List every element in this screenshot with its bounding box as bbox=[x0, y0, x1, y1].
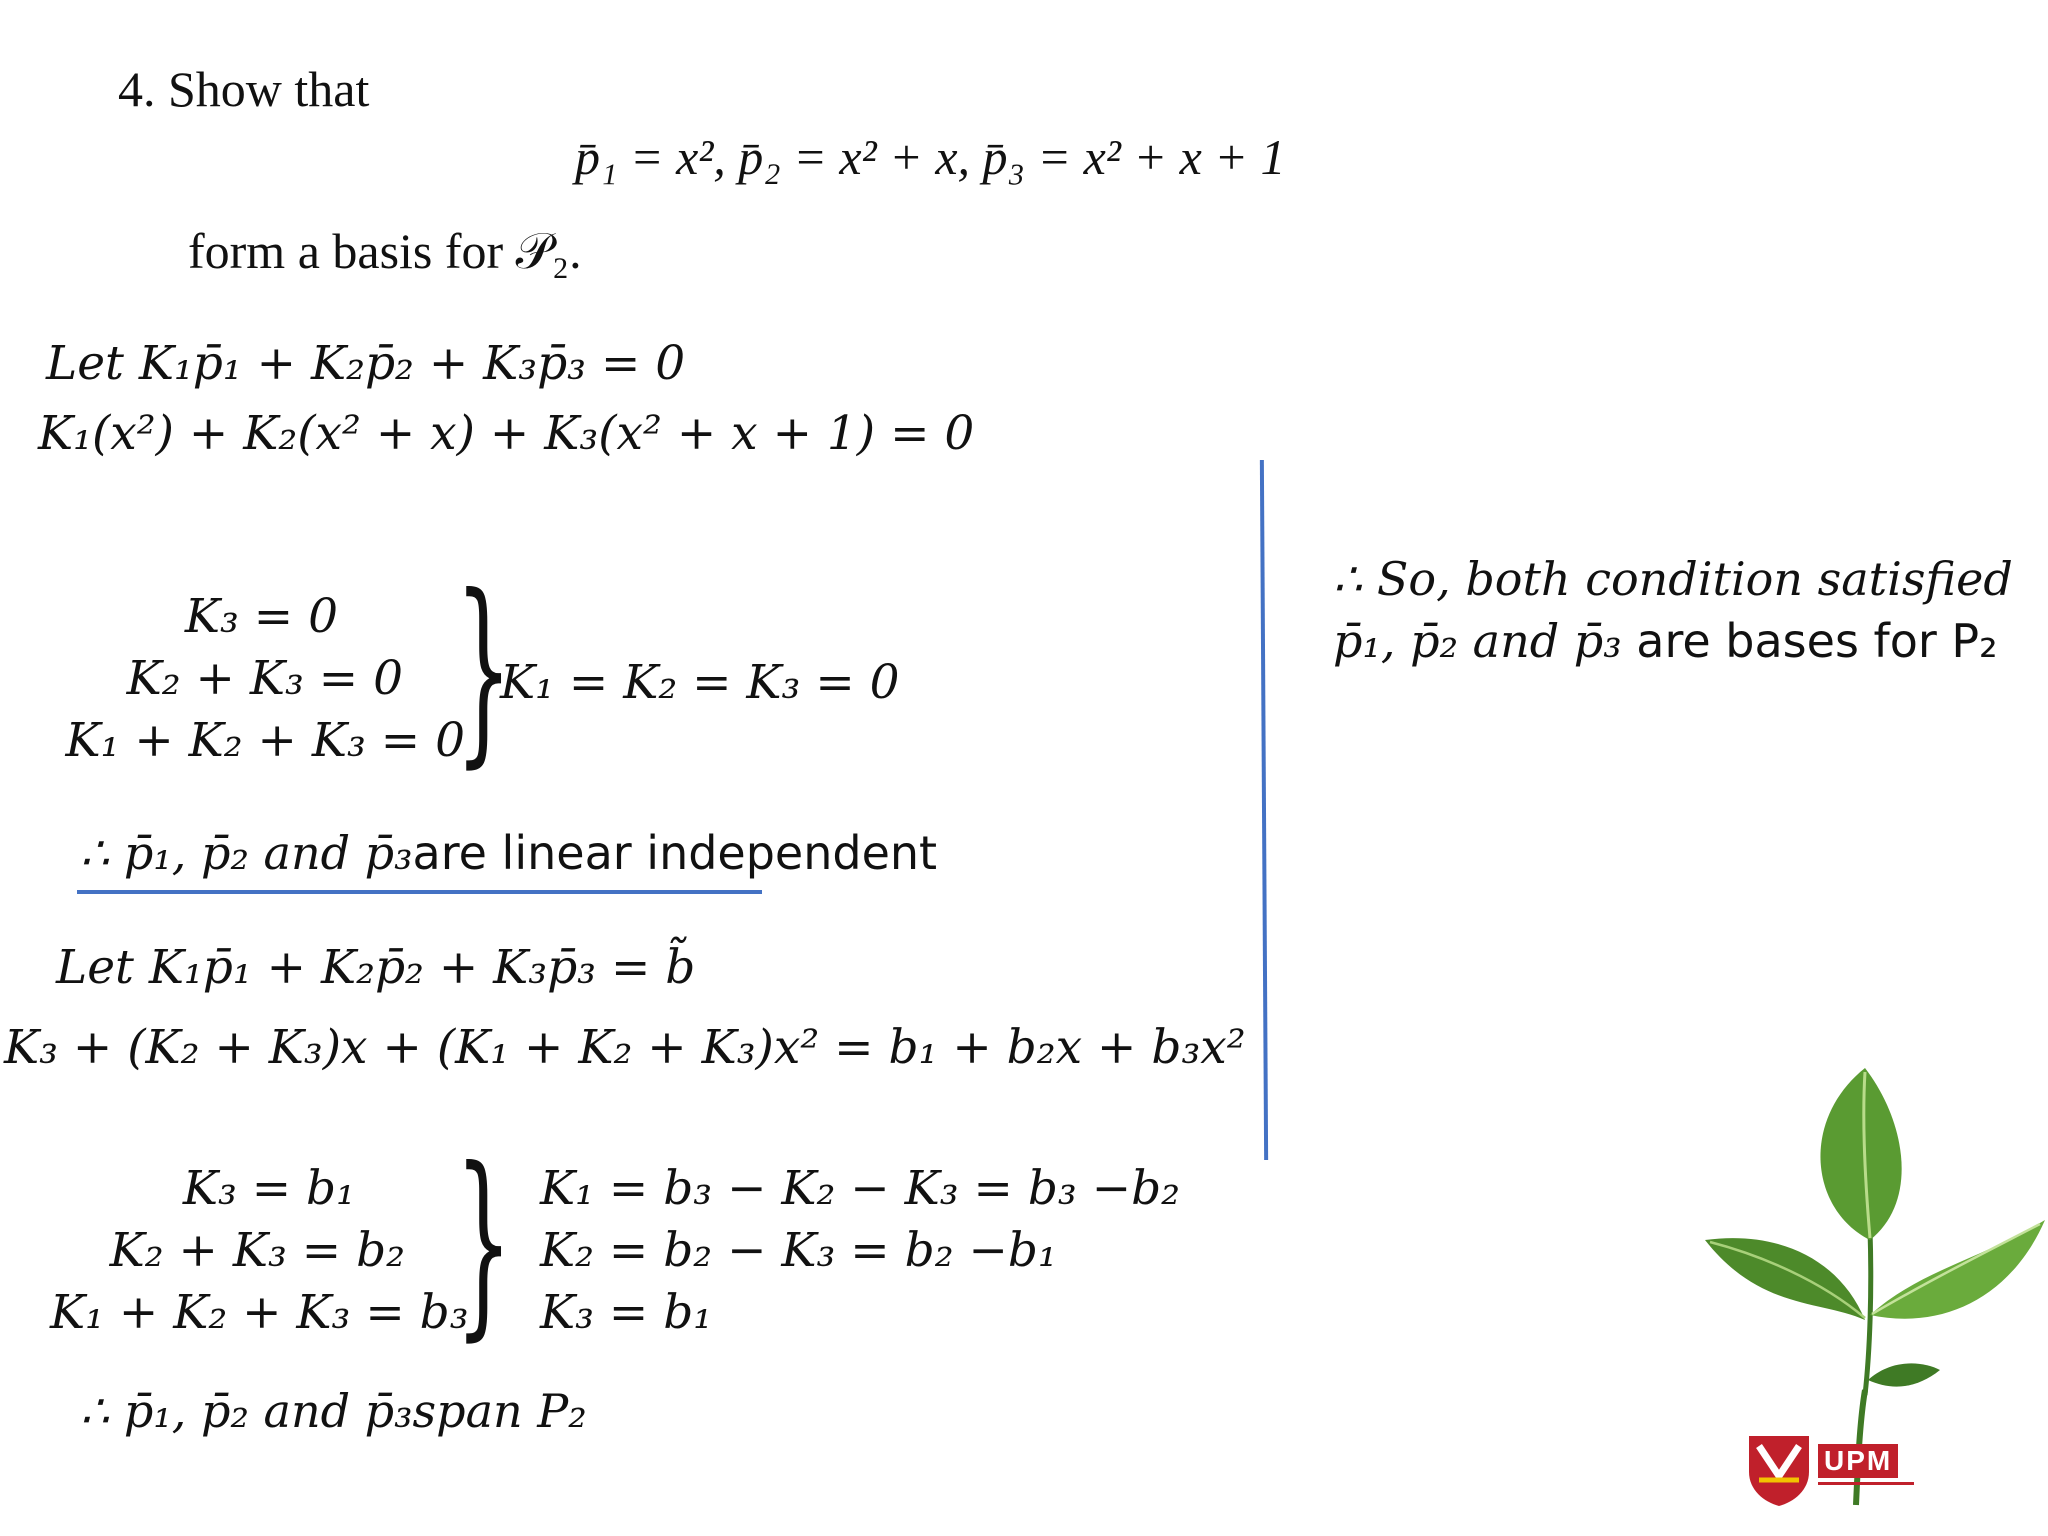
independence-eq-3: K₁ + K₂ + K₃ = 0 bbox=[65, 713, 465, 768]
span-brace: } bbox=[455, 1126, 513, 1359]
independence-eq-1: K₃ = 0 bbox=[184, 589, 338, 644]
summary-line-2-text: are bases for P₂ bbox=[1621, 614, 1998, 668]
independence-let-line: Let K₁p̄₁ + K₂p̄₂ + K₃p̄₃ = 0 bbox=[46, 336, 686, 391]
span-solution-1: K₁ = b₃ − K₂ − K₃ = b₃ −b₂ bbox=[540, 1161, 1181, 1216]
summary-line-1: ∴ So, both condition satisfied bbox=[1333, 552, 2013, 606]
span-eq-1: K₃ = b₁ bbox=[182, 1161, 355, 1216]
independence-solution: K₁ = K₂ = K₃ = 0 bbox=[500, 655, 900, 710]
summary-line-2-math: p̄₁, p̄₂ and p̄₃ bbox=[1333, 614, 1622, 668]
span-conclusion bbox=[80, 1384, 587, 1438]
independence-eq-2: K₂ + K₃ = 0 bbox=[126, 651, 403, 706]
independence-expanded-line: K₁(x²) + K₂(x² + x) + K₃(x² + x + 1) = 0 bbox=[38, 406, 975, 461]
upm-logo bbox=[1744, 1432, 1920, 1504]
independence-conclusion bbox=[80, 826, 937, 880]
span-eq-2: K₂ + K₃ = b₂ bbox=[109, 1223, 405, 1278]
vertical-divider bbox=[1260, 460, 1268, 1160]
span-solution-2: K₂ = b₂ − K₃ = b₂ −b₁ bbox=[540, 1223, 1057, 1278]
upm-tagline-bar bbox=[1818, 1482, 1914, 1485]
span-let-line: Let K₁p̄₁ + K₂p̄₂ + K₃p̄₃ = b̃ bbox=[56, 940, 696, 995]
leaf-left bbox=[1705, 1238, 1865, 1320]
independence-conclusion-math: ∴ p̄₁, p̄₂ and p̄₃ bbox=[80, 826, 413, 880]
span-system bbox=[50, 1158, 469, 1344]
problem-statement-suffix: form a basis for 𝒫₂. bbox=[188, 223, 582, 279]
span-eq-3: K₁ + K₂ + K₃ = b₃ bbox=[50, 1285, 469, 1340]
independence-brace: } bbox=[455, 553, 513, 786]
upm-wordmark: UPM bbox=[1818, 1444, 1898, 1478]
leaf-top bbox=[1820, 1068, 1901, 1240]
upm-crest-icon bbox=[1744, 1432, 1814, 1508]
span-expanded-line: K₃ + (K₂ + K₃)x + (K₁ + K₂ + K₃)x² = b₁ + b₂x + b₃x² bbox=[4, 1020, 1246, 1075]
section-divider bbox=[77, 890, 762, 894]
problem-number-heading: 4. Show that bbox=[118, 61, 370, 117]
summary-line-2 bbox=[1333, 614, 1998, 668]
independence-conclusion-text: are linear independent bbox=[412, 826, 938, 880]
problem-definitions: p̄₁ = x², p̄₂ = x² + x, p̄₃ = x² + x + 1 bbox=[575, 129, 1286, 185]
span-conclusion-text: span P₂ bbox=[412, 1384, 587, 1438]
span-conclusion-math: ∴ p̄₁, p̄₂ and p̄₃ bbox=[80, 1384, 413, 1438]
span-solutions bbox=[540, 1158, 1180, 1344]
span-solution-3: K₃ = b₁ bbox=[540, 1285, 713, 1340]
independence-system bbox=[60, 586, 465, 772]
